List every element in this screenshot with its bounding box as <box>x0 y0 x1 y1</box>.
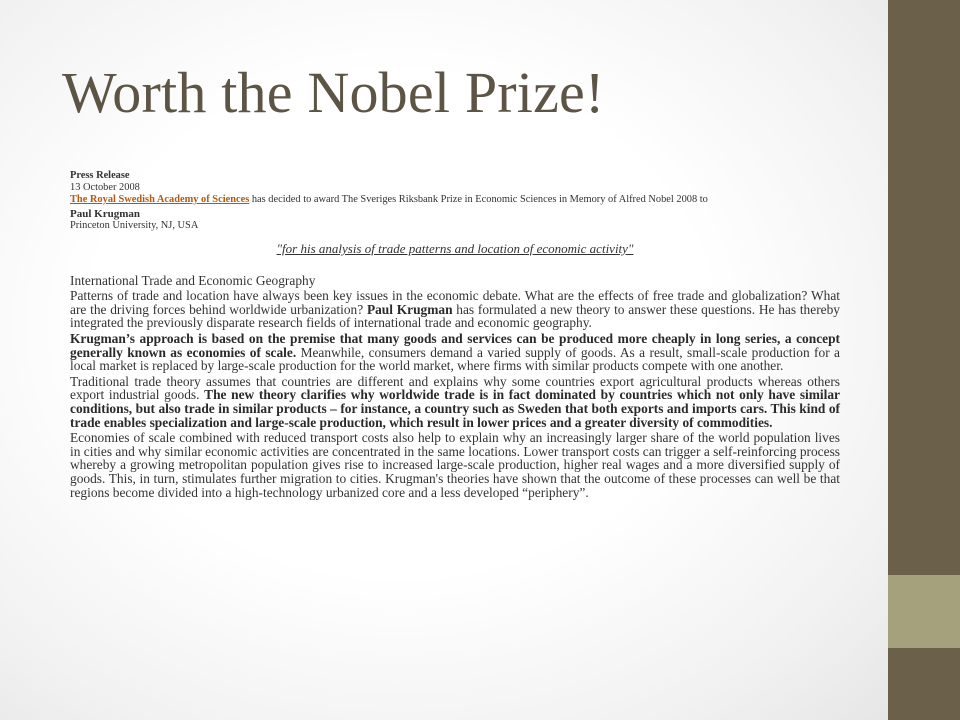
paragraph-3-text: Traditional trade theory assumes that countries are different and explains why some countries export agricultural products whereas others export industrial goods. <box>70 373 840 403</box>
paragraph-2-text: Meanwhile, consumers demand a varied supply of goods. As a result, small-scale production for a local market is replaced by large-scale production for the world market, where firms with similar products compete with one another. <box>70 344 840 374</box>
paragraph-2-bold: Krugman’s approach is based on the premise that many goods and services can be produced more cheaply in long series, a concept generally known as economies of scale. <box>70 330 840 360</box>
section-heading: International Trade and Economic Geography <box>70 272 316 288</box>
slide-title: Worth the Nobel Prize! <box>62 60 605 125</box>
press-release-label: Press Release <box>70 170 130 181</box>
laureate-name: Paul Krugman <box>70 208 140 220</box>
right-decorative-bar <box>888 0 960 720</box>
award-line <box>70 194 840 206</box>
paragraph-3 <box>70 375 840 429</box>
academy-link[interactable]: The Royal Swedish Academy of Sciences <box>70 194 250 205</box>
award-text: has decided to award The Sveriges Riksbank Prize in Economic Sciences in Memory of Alfred Nobel 2008 to <box>249 194 708 205</box>
slide-content <box>70 170 840 499</box>
press-release-date: 13 October 2008 <box>70 182 140 193</box>
right-bar-accent-band <box>888 575 960 648</box>
paragraph-4: Economies of scale combined with reduced transport costs also help to explain why an increasingly larger share of the world population lives in cities and why similar economic activities are concentrated in the same locations. Lower transport costs can trigger a self-reinforcing process whereby a growing metropolitan population gives rise to increased large-scale production, higher real wages and a more diversified supply of goods. This, in turn, stimulates further migration to cities. Krugman's theories have shown that the outcome of these processes can well be that regions become divided into a high-technology urbanized core and a less developed “periphery”. <box>70 430 840 500</box>
paragraph-1-text-a: Patterns of trade and location have always been key issues in the economic debate. What are the effects of free trade and globalization? What are the driving forces behind worldwide urbanization? <box>70 288 840 317</box>
press-release-block <box>70 170 840 232</box>
laureate-affiliation: Princeton University, NJ, USA <box>70 220 199 231</box>
paragraph-3-bold: The new theory clarifies why worldwide trade is in fact dominated by countries which not only have similar conditions, but also trade in similar products – for instance, a country such as Sweden that both exports and imports cars. This kind of trade enables specialization and large-scale production, which result in lower prices and a greater diversity of commodities. <box>70 387 840 430</box>
prize-motivation-quote: "for his analysis of trade patterns and location of economic activity" <box>276 241 634 256</box>
paragraph-1-bold-name: Paul Krugman <box>366 301 453 317</box>
paragraph-1 <box>70 289 840 330</box>
paragraph-1-text-c: has formulated a new theory to answer these questions. He has thereby integrated the previously disparate research fields of international trade and economic geography. <box>70 301 840 331</box>
paragraph-2 <box>70 332 840 373</box>
